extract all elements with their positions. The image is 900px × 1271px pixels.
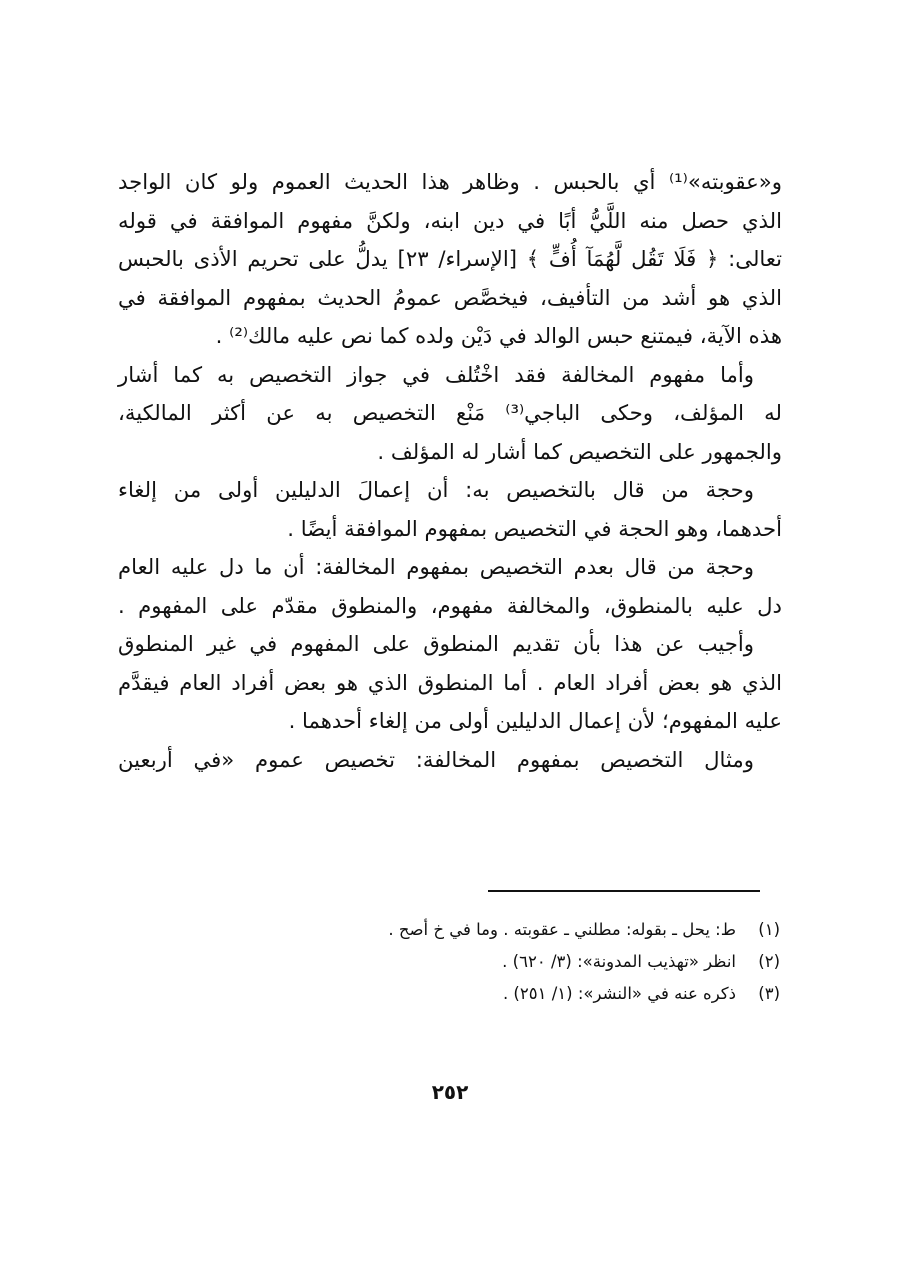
footnote-number: (٢) xyxy=(758,952,780,971)
footnote-text: ط: يحل ـ بقوله: مطلني ـ عقوبته . وما في خ أصح . xyxy=(388,920,736,939)
text-line: عليه المفهوم؛ لأن إعمال الدليلين أولى من إلغاء أحدهما . xyxy=(288,708,782,733)
main-text xyxy=(118,163,782,843)
footnote xyxy=(300,946,780,978)
text-line: وحجة من قال بعدم التخصيص بمفهوم المخالفة: أن ما دل عليه العام xyxy=(118,554,754,579)
footnote-text: ذكره عنه في «النشر»: (١/ ٢٥١) . xyxy=(502,984,736,1003)
footnote-number: (٣) xyxy=(758,984,780,1003)
text-line: و«عقوبته»⁽¹⁾ أي بالحبس . وظاهر هذا الحديث العموم ولو كان الواجد xyxy=(118,169,782,194)
footnote-separator xyxy=(488,890,760,892)
text-line: الذي هو بعض أفراد العام . أما المنطوق الذي هو بعض أفراد العام فيقدَّم xyxy=(118,669,782,695)
text-line: هذه الآية، فيمتنع حبس الوالد في دَيْن ولده كما نص عليه مالك⁽²⁾ . xyxy=(215,323,782,348)
text-line: وحجة من قال بالتخصيص به: أن إعمالَ الدليلين أولى من إلغاء xyxy=(118,477,754,502)
text-line: ومثال التخصيص بمفهوم المخالفة: تخصيص عموم «في أربعين xyxy=(118,746,754,772)
text-line: أحدهما، وهو الحجة في التخصيص بمفهوم الموافقة أيضًا . xyxy=(287,515,782,541)
text-line: له المؤلف، وحكى الباجي⁽³⁾ مَنْع التخصيص به عن أكثر المالكية، xyxy=(118,400,782,425)
footnote xyxy=(300,978,780,1010)
footnote-number: (١) xyxy=(758,920,780,939)
footnote-text: انظر «تهذيب المدونة»: (٣/ ٦٢٠) . xyxy=(502,952,736,971)
text-line: وأجيب عن هذا بأن تقديم المنطوق على المفهوم في غير المنطوق xyxy=(118,631,754,656)
footnotes xyxy=(300,914,780,1010)
text-line: تعالى: ﴿ فَلَا تَقُل لَّهُمَآ أُفٍّ ﴾ [الإسراء/ ٢٣] يدلُّ على تحريم الأذى بالحبس xyxy=(118,246,782,271)
text-line: الذي حصل منه اللَّيُّ أبًا في دين ابنه، ولكنَّ مفهوم الموافقة في قوله xyxy=(118,207,782,233)
text-line: دل عليه بالمنطوق، والمخالفة مفهوم، والمنطوق مقدّم على المفهوم . xyxy=(118,592,782,618)
text-line: وأما مفهوم المخالفة فقد اخْتُلف في جواز التخصيص به كما أشار xyxy=(118,361,754,387)
text-line: والجمهور على التخصيص كما أشار له المؤلف . xyxy=(377,438,782,464)
text-line: الذي هو أشد من التأفيف، فيخصَّص عمومُ الحديث بمفهوم الموافقة في xyxy=(118,284,782,310)
page-number: ٢٥٢ xyxy=(431,1080,469,1104)
footnote xyxy=(300,914,780,946)
